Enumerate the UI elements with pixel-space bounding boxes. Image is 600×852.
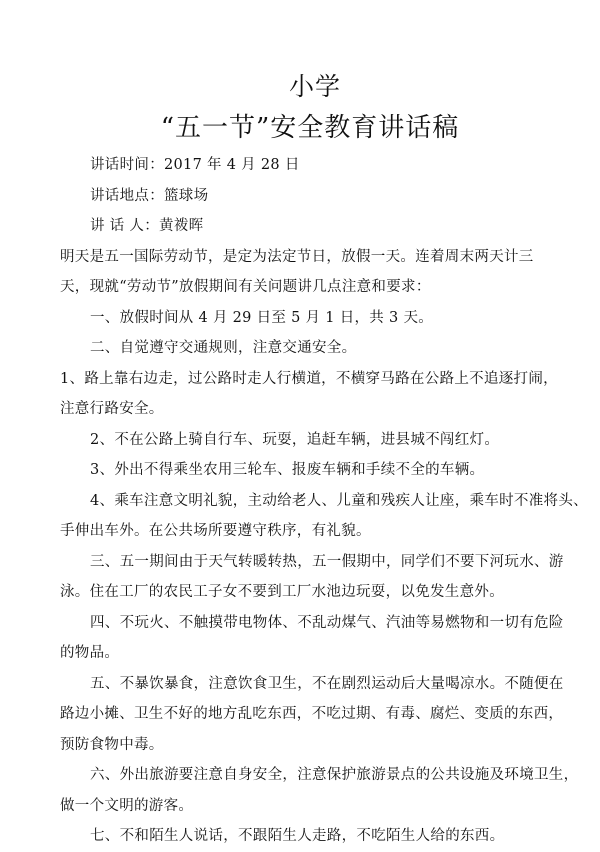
paragraph-line: 一、放假时间从 4 月 29 日至 5 月 1 日，共 3 天。 xyxy=(90,309,434,326)
page-title: “五一节”安全教育讲话稿 xyxy=(160,113,460,143)
paragraph-line: 四、不玩火、不触摸带电物体、不乱动煤气、汽油等易燃物和一切有危险 xyxy=(90,614,564,631)
paragraph-line: 二、自觉遵守交通规则，注意交通安全。 xyxy=(90,340,357,356)
paragraph-line: 七、不和陌生人说话，不跟陌生人走路，不吃陌生人给的东西。 xyxy=(90,828,505,844)
paragraph-line: 2、不在公路上骑自行车、玩耍，追赶车辆，进县城不闯红灯。 xyxy=(90,431,500,448)
paragraph-line: 注意行路安全。 xyxy=(60,401,164,417)
meta-place-value: 篮球场 xyxy=(164,187,209,204)
paragraph-line: 4、乘车注意文明礼貌，主动给老人、儿童和残疾人让座，乘车时不准将头、 xyxy=(90,492,588,509)
paragraph-line: 做一个文明的游客。 xyxy=(60,797,194,814)
meta-time-label: 讲话时间： xyxy=(90,157,164,173)
meta-speaker xyxy=(90,211,550,242)
paragraph-line: 的物品。 xyxy=(60,645,120,661)
speech-body xyxy=(60,150,588,852)
paragraph-line: 五、不暴饮暴食，注意饮食卫生，不在剧烈运动后大量喝凉水。不随便在 xyxy=(90,675,564,692)
paragraph-line: 明天是五一国际劳动节，是定为法定节日，放假一天。连着周末两天计三 xyxy=(60,248,534,265)
meta-speaker-value: 黄袯晖 xyxy=(159,218,204,234)
paragraph-line: 路边小摊、卫生不好的地方乱吃东西，不吃过期、有毒、腐烂、变质的东西， xyxy=(60,706,564,722)
meta-time-value: 2017 年 4 月 28 日 xyxy=(164,157,300,173)
paragraph-line: 手伸出车外。在公共场所要遵守秩序，有礼貌。 xyxy=(60,523,371,539)
meta-place-label: 讲话地点： xyxy=(90,187,164,204)
paragraph-line: 预防食物中毒。 xyxy=(60,736,164,753)
paragraph-line: 天，现就“劳动节”放假期间有关问题讲几点注意和要求： xyxy=(60,279,431,295)
paragraph-line: 3、外出不得乘坐农用三轮车、报废车辆和手续不全的车辆。 xyxy=(90,462,485,478)
paragraph-line: 六、外出旅游要注意自身安全，注意保护旅游景点的公共设施及环境卫生， xyxy=(90,767,579,783)
paragraph-line: 三、五一期间由于天气转暖转热，五一假期中，同学们不要下河玩水、游 xyxy=(90,553,564,570)
paragraph-line: 泳。住在工厂的农民工子女不要到工厂水池边玩耍，以免发生意外。 xyxy=(60,584,504,600)
meta-time xyxy=(90,150,550,181)
meta-speaker-label: 讲 话 人： xyxy=(90,218,160,234)
paragraph-line: 1、路上靠右边走，过公路时走人行横道，不横穿马路在公路上不追逐打闹， xyxy=(60,370,558,387)
title-school: 小学 xyxy=(288,72,341,101)
meta-place xyxy=(90,181,550,212)
